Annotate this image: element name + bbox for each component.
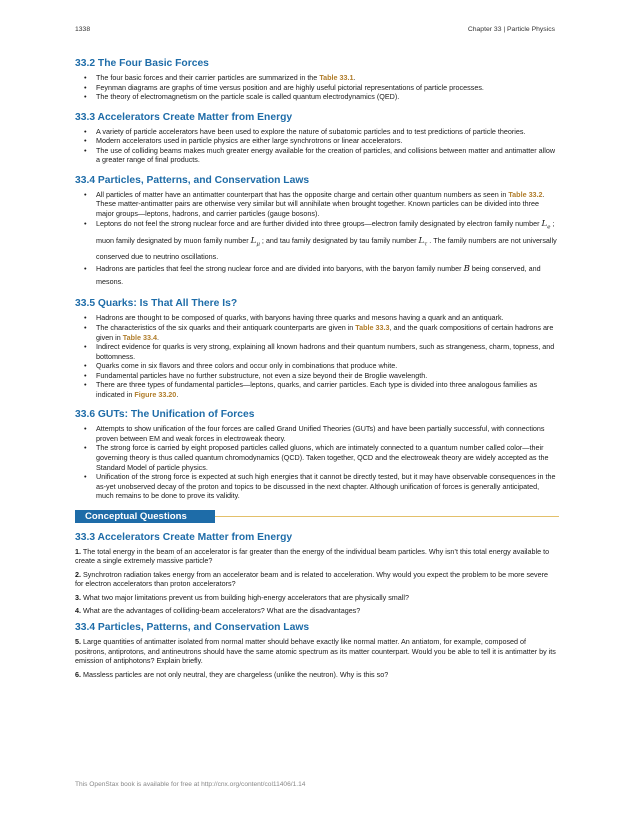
summary-item: • Unification of the strong force is expected at such high energies that it cannot be directly tested, but it may have observable consequences in the as-yet unobserved decay of the proton and topics to be discussed in the next chapter. Although unification of forces is generally anticipated, much remains to be done to prove its validity. [75,472,557,501]
question-item: 2. Synchrotron radiation takes energy from an accelerator beam and is related to acceleration. Why would you expect the problem to be more severe for electron accelerators than proton accelerators? [75,569,549,589]
summary-list [75,190,557,289]
summary-list [75,73,557,102]
section-heading: 33.2 The Four Basic Forces [75,58,209,69]
math-symbol: B [463,264,470,275]
summary-item: • The use of colliding beams makes much greater energy available for the creation of particles, and collisions between matter and antimatter allow a greater range of final products. [75,146,557,165]
question-item: 6. Massless particles are not only neutral, they are chargeless (unlike the neutron). Why is this so? [75,669,389,679]
section-heading: 33.4 Particles, Patterns, and Conservation Laws [75,174,310,186]
summary-item: • Quarks come in six flavors and three colors and occur only in combinations that produce white. [75,361,557,371]
section-heading: 33.6 GUTs: The Unification of Forces [75,409,255,421]
section-heading: 33.5 Quarks: Is That All There Is? [75,298,238,310]
question-item: 3. What two major limitations prevent us from building high-energy accelerators that are physically small? [75,592,409,602]
question-item: 5. Large quantities of antimatter isolated from normal matter should behave exactly like normal matter. An antiatom, for example, composed of positrons, antiprotons, and antineutrons should have the same atomic spectrum as its matter counterpart. Would you be able to tell it is antimatter by its emission of antiphotons? Explain briefly. [75,636,556,666]
summary-item: • Leptons do not feel the strong nuclear force and are further divided into three groups—electron family designated by electron family number $L_e$ ; muon family designated by muon family number $L_\mu$ ; and tau family designated by tau family number $L_\tau$ . The family numbers are not universally conserved due to neutrino oscillations. [75,218,557,263]
conceptual-questions [75,531,557,679]
cross-reference-link[interactable]: Table 33.2 [508,189,543,199]
section-summaries [75,57,557,501]
question-number: 3. [75,592,81,602]
summary-item: • Hadrons are thought to be composed of quarks, with baryons having three quarks and mesons having a quark and an antiquark. [75,313,557,323]
summary-list [75,127,557,165]
summary-item: • Modern accelerators used in particle physics are either large synchrotrons or linear accelerators. [75,136,557,146]
summary-item: • Feynman diagrams are graphs of time versus position and are highly useful pictorial representations of particle processes. [75,83,557,93]
summary-item: • Attempts to show unification of the four forces are called Grand Unified Theories (GUTs) and have been partially successful, with connections proven between EM and weak forces in electroweak theory. [75,424,557,443]
question-number: 5. [75,636,81,646]
math-symbol: $L_\mu$ [250,235,260,248]
chapter-title: Chapter 33 | Particle Physics [467,26,555,33]
summary-list [75,313,557,399]
question-number: 4. [75,606,81,616]
cross-reference-link[interactable]: Table 33.4 [122,332,158,342]
question-number: 1. [75,546,81,556]
cross-reference-link[interactable]: Table 33.1 [319,73,354,82]
section-heading: 33.3 Accelerators Create Matter from Energy [75,111,293,123]
summary-item: • The characteristics of the six quarks and their antiquark counterparts are given in Table 33.3, and the quark compositions of certain hadrons are given in Table 33.4. [75,323,557,342]
summary-item: • The four basic forces and their carrier particles are summarized in the Table 33.1. [75,73,557,83]
summary-item: • There are three types of fundamental particles—leptons, quarks, and carrier particles. Each type is divided into three analogous families as indicated in Figure 33.20. [75,380,557,399]
summary-item: • All particles of matter have an antimatter counterpart that has the opposite charge and certain other quantum numbers as seen in Table 33.2. These matter-antimatter pairs are otherwise very similar but will annihilate when brought together. Known particles can be divided into three major groups—leptons, hadrons, and carrier particles (gauge bosons). [75,190,557,219]
cross-reference-link[interactable]: Table 33.3 [355,322,390,332]
cross-reference-link[interactable]: Figure 33.20 [134,389,177,399]
math-symbol: $L_e$ [541,219,551,232]
question-number: 2. [75,569,81,579]
question-item: 4. What are the advantages of colliding-beam accelerators? What are the disadvantages? [75,606,361,616]
conceptual-questions-label: Conceptual Questions [75,510,215,523]
page-number: 1338 [75,26,91,33]
summary-item: • Fundamental particles have no further substructure, not even a size beyond their de Broglie wavelength. [75,371,557,381]
question-group-heading: 33.3 Accelerators Create Matter from Energy [75,531,293,543]
conceptual-questions-banner [75,510,557,523]
summary-item: • The strong force is carried by eight proposed particles called gluons, which are intimately connected to a quantum number called color—their governing theory is thus called quantum chromodynamics (QCD). Taken together, QCD and the electroweak theory are widely accepted as the Standard Model of particle physics. [75,443,557,472]
question-number: 6. [75,669,81,679]
summary-list [75,424,557,500]
summary-item: • Indirect evidence for quarks is very strong, explaining all known hadrons and their quantum numbers, such as strangeness, charm, topness, and bottomness. [75,342,557,361]
math-symbol: $L_\tau$ [418,235,428,248]
question-group-heading: 33.4 Particles, Patterns, and Conservation Laws [75,621,310,633]
page-footer: This OpenStax book is available for free at http://cnx.org/content/col11406/1.14 [75,781,306,788]
summary-item: • Hadrons are particles that feel the strong nuclear force and are divided into baryons, with the baryon family number B being conserved, and mesons. [75,263,557,288]
summary-item: • The theory of electromagnetism on the particle scale is called quantum electrodynamics (QED). [75,92,557,102]
question-item: 1. The total energy in the beam of an accelerator is far greater than the energy of the individual beam particles. Why isn’t this total energy available to create a single extremely massive particle? [75,546,550,566]
page-header [75,26,555,38]
summary-item: • A variety of particle accelerators have been used to explore the nature of subatomic particles and to test predictions of particle theories. [75,127,557,137]
page-content [75,57,557,683]
